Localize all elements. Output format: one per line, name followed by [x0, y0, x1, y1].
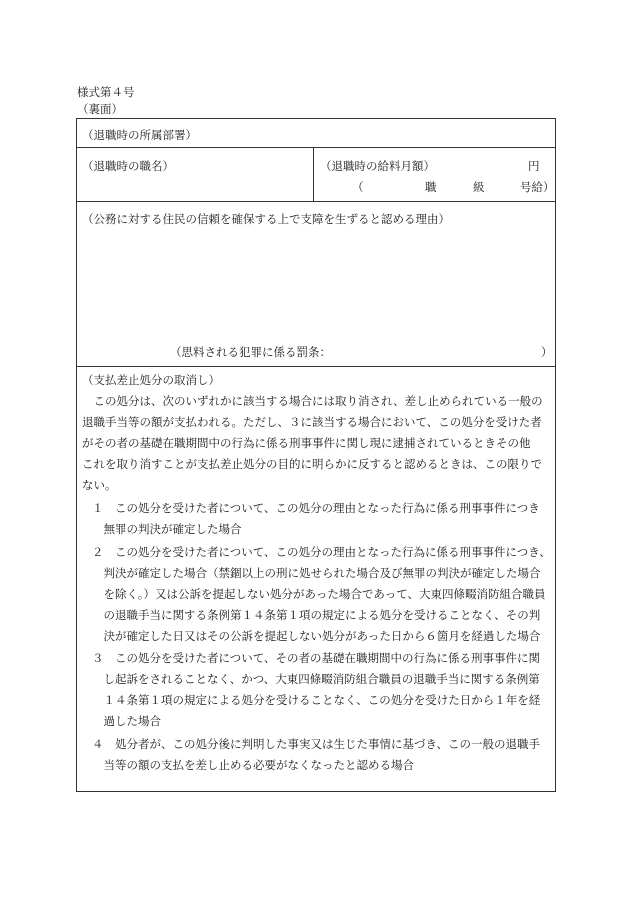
- item-3-line: １４条第１項の規定による処分を受けることなく、この処分を受けた日から１年を経: [92, 693, 541, 707]
- grade-open-paren: （: [352, 180, 364, 194]
- cell-divider: [313, 148, 314, 201]
- form-number: 様式第４号: [77, 85, 135, 99]
- reason-row: [77, 202, 555, 367]
- department-row: [77, 119, 555, 148]
- grade-gokyu: 号給）: [520, 180, 555, 194]
- item-3-line: 過した場合: [92, 714, 161, 728]
- penalty-close-paren: ）: [541, 345, 553, 359]
- grade-shoku: 職: [425, 180, 437, 194]
- penalty-label: （思料される犯罪に係る罰条：: [170, 345, 331, 359]
- salary-label: （退職時の給料月額）: [320, 159, 435, 173]
- cancellation-heading: （支払差止処分の取消し）: [82, 373, 220, 387]
- item-4-line: 当等の額の支払を差し止める必要がなくなったと認める場合: [92, 758, 414, 772]
- form-side-label: （裏面）: [77, 102, 123, 116]
- item-4-line: ４ 処分者が、この処分後に判明した事実又は生じた事情に基づき、この一般の退職手: [92, 737, 541, 751]
- item-2-line: 決が確定した日又はその公訴を提起しない処分があった日から６箇月を経過した場合: [92, 629, 541, 643]
- position-label: （退職時の職名）: [82, 159, 174, 173]
- intro-line: この処分は、次のいずれかに該当する場合には取り消され、差し止められている一般の: [82, 394, 543, 408]
- form-table: [76, 118, 556, 792]
- intro-line: 退職手当等の額が支払われる。ただし、３に該当する場合において、この処分を受けた者: [82, 415, 542, 429]
- item-2-line: 判決が確定した場合（禁錮以上の刑に処せられた場合及び無罪の判決が確定した場合: [92, 566, 541, 580]
- intro-line: がその者の基礎在職期間中の行為に係る刑事事件に関し現に逮捕されているときその他: [82, 436, 531, 450]
- salary-unit: 円: [528, 159, 540, 173]
- item-3-line: ３ この処分を受けた者について、その者の基礎在職期間中の行為に係る刑事事件に関: [92, 651, 541, 665]
- item-1-line: 無罪の判決が確定した場合: [92, 522, 242, 536]
- reason-label: （公務に対する住民の信頼を確保する上で支障を生ずると認める理由）: [82, 212, 450, 226]
- item-3-line: し起訴をされることなく、かつ、大東四條畷消防組合職員の退職手当に関する条例第: [92, 672, 540, 686]
- grade-kyu: 級: [473, 180, 485, 194]
- item-2-line: の退職手当に関する条例第１４条第１項の規定による処分を受けることなく、その判: [92, 608, 541, 622]
- item-1-line: １ この処分を受けた者について、この処分の理由となった行為に係る刑事事件につき: [92, 501, 540, 515]
- item-2-line: を除く。）又は公訴を提起しない処分があった場合であって、大東四條畷消防組合職員: [92, 587, 546, 601]
- department-label: （退職時の所属部署）: [82, 128, 197, 142]
- intro-line: これを取り消すことが支払差止処分の目的に明らかに反すると認めるときは、この限りで: [82, 457, 542, 471]
- intro-line: ない。: [82, 478, 117, 492]
- item-2-line: ２ この処分を受けた者について、この処分の理由となった行為に係る刑事事件につき、: [92, 545, 551, 559]
- cancellation-section: [77, 367, 555, 791]
- position-salary-row: [77, 148, 555, 202]
